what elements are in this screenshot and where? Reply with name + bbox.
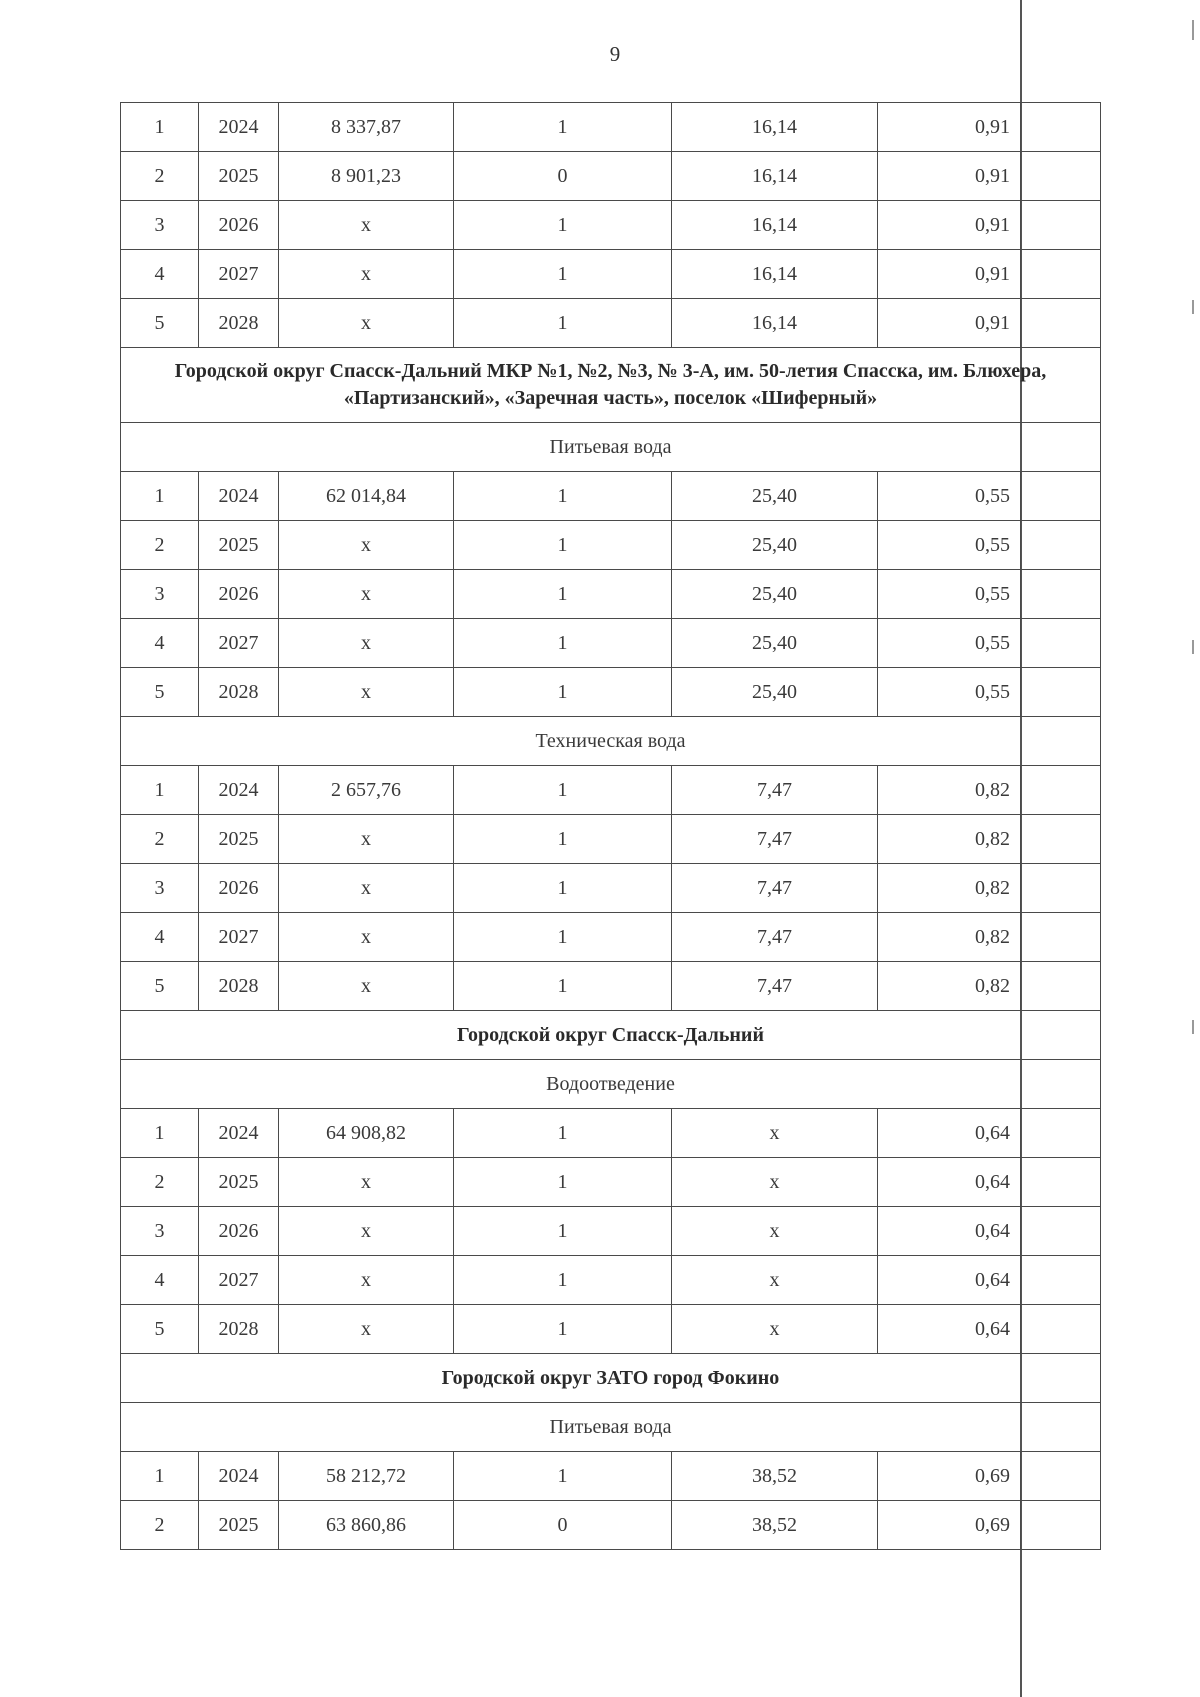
indicator-cell: 1 — [454, 1452, 672, 1501]
year-cell: 2024 — [199, 472, 279, 521]
empty-cell — [1021, 668, 1101, 717]
ratio-cell: 0,64 — [878, 1207, 1021, 1256]
empty-cell — [1021, 570, 1101, 619]
value-cell: 25,40 — [672, 570, 878, 619]
section-heading: Водоотведение — [121, 1060, 1101, 1109]
indicator-cell: 0 — [454, 152, 672, 201]
table-row — [121, 1207, 1101, 1256]
volume-cell: x — [279, 619, 454, 668]
empty-cell — [1021, 619, 1101, 668]
value-cell: 25,40 — [672, 521, 878, 570]
empty-cell — [1021, 1305, 1101, 1354]
row-number-cell: 1 — [121, 766, 199, 815]
section-heading: Питьевая вода — [121, 1403, 1101, 1452]
table-row — [121, 152, 1101, 201]
year-cell: 2027 — [199, 250, 279, 299]
volume-cell: x — [279, 521, 454, 570]
row-number-cell: 2 — [121, 1158, 199, 1207]
table-row — [121, 1305, 1101, 1354]
empty-cell — [1021, 299, 1101, 348]
table-row — [121, 472, 1101, 521]
ratio-cell: 0,91 — [878, 299, 1021, 348]
section-heading-row — [121, 1354, 1101, 1403]
ratio-cell: 0,82 — [878, 962, 1021, 1011]
year-cell: 2026 — [199, 570, 279, 619]
row-number-cell: 5 — [121, 668, 199, 717]
indicator-cell: 1 — [454, 250, 672, 299]
row-number-cell: 2 — [121, 815, 199, 864]
ratio-cell: 0,91 — [878, 250, 1021, 299]
value-cell: 7,47 — [672, 864, 878, 913]
row-number-cell: 3 — [121, 1207, 199, 1256]
edge-mark — [1192, 300, 1194, 314]
table-row — [121, 668, 1101, 717]
volume-cell: x — [279, 913, 454, 962]
volume-cell: 8 901,23 — [279, 152, 454, 201]
year-cell: 2025 — [199, 815, 279, 864]
indicator-cell: 1 — [454, 619, 672, 668]
value-cell: 25,40 — [672, 619, 878, 668]
section-heading: Питьевая вода — [121, 423, 1101, 472]
section-heading-row — [121, 1060, 1101, 1109]
volume-cell: x — [279, 1256, 454, 1305]
section-heading-row — [121, 348, 1101, 423]
empty-cell — [1021, 913, 1101, 962]
indicator-cell: 1 — [454, 103, 672, 152]
indicator-cell: 1 — [454, 521, 672, 570]
value-cell: 7,47 — [672, 815, 878, 864]
table-row — [121, 1158, 1101, 1207]
ratio-cell: 0,64 — [878, 1109, 1021, 1158]
empty-cell — [1021, 864, 1101, 913]
page-number: 9 — [609, 42, 621, 66]
empty-cell — [1021, 521, 1101, 570]
volume-cell: x — [279, 864, 454, 913]
year-cell: 2024 — [199, 1109, 279, 1158]
indicator-cell: 1 — [454, 299, 672, 348]
empty-cell — [1021, 1207, 1101, 1256]
volume-cell: x — [279, 299, 454, 348]
volume-cell: x — [279, 962, 454, 1011]
volume-cell: 8 337,87 — [279, 103, 454, 152]
empty-cell — [1021, 1158, 1101, 1207]
indicator-cell: 1 — [454, 815, 672, 864]
value-cell: 7,47 — [672, 962, 878, 1011]
value-cell: x — [672, 1158, 878, 1207]
row-number-cell: 2 — [121, 152, 199, 201]
table-row — [121, 1109, 1101, 1158]
table-body — [121, 103, 1101, 1550]
value-cell: x — [672, 1109, 878, 1158]
year-cell: 2024 — [199, 1452, 279, 1501]
ratio-cell: 0,55 — [878, 472, 1021, 521]
empty-cell — [1021, 815, 1101, 864]
volume-cell: 2 657,76 — [279, 766, 454, 815]
value-cell: 16,14 — [672, 103, 878, 152]
value-cell: x — [672, 1305, 878, 1354]
table-row — [121, 1452, 1101, 1501]
row-number-cell: 1 — [121, 103, 199, 152]
section-heading-row — [121, 717, 1101, 766]
section-heading-row — [121, 1403, 1101, 1452]
empty-cell — [1021, 152, 1101, 201]
volume-cell: x — [279, 1305, 454, 1354]
empty-cell — [1021, 250, 1101, 299]
indicator-cell: 1 — [454, 962, 672, 1011]
section-heading-row — [121, 1011, 1101, 1060]
year-cell: 2028 — [199, 668, 279, 717]
table-row — [121, 299, 1101, 348]
value-cell: 16,14 — [672, 299, 878, 348]
table-row — [121, 864, 1101, 913]
empty-cell — [1021, 1109, 1101, 1158]
table-row — [121, 103, 1101, 152]
indicator-cell: 1 — [454, 668, 672, 717]
volume-cell: x — [279, 815, 454, 864]
ratio-cell: 0,64 — [878, 1305, 1021, 1354]
year-cell: 2028 — [199, 1305, 279, 1354]
year-cell: 2027 — [199, 619, 279, 668]
indicator-cell: 1 — [454, 472, 672, 521]
ratio-cell: 0,64 — [878, 1256, 1021, 1305]
value-cell: 38,52 — [672, 1501, 878, 1550]
ratio-cell: 0,69 — [878, 1452, 1021, 1501]
ratio-cell: 0,55 — [878, 619, 1021, 668]
volume-cell: 62 014,84 — [279, 472, 454, 521]
section-heading: Городской округ Спасск-Дальний МКР №1, №2, №3, № 3-А, им. 50-летия Спасска, им. Блюхера, «Партизанский», «Заречная часть», поселок «Шиферный» — [121, 348, 1101, 423]
empty-cell — [1021, 1256, 1101, 1305]
ratio-cell: 0,91 — [878, 201, 1021, 250]
row-number-cell: 1 — [121, 1109, 199, 1158]
empty-cell — [1021, 1501, 1101, 1550]
indicator-cell: 1 — [454, 201, 672, 250]
table-row — [121, 250, 1101, 299]
year-cell: 2026 — [199, 1207, 279, 1256]
indicator-cell: 1 — [454, 1305, 672, 1354]
row-number-cell: 4 — [121, 619, 199, 668]
tariff-table — [120, 102, 1101, 1550]
year-cell: 2028 — [199, 962, 279, 1011]
indicator-cell: 1 — [454, 1158, 672, 1207]
empty-cell — [1021, 201, 1101, 250]
table-row — [121, 962, 1101, 1011]
volume-cell: x — [279, 250, 454, 299]
volume-cell: x — [279, 201, 454, 250]
ratio-cell: 0,55 — [878, 570, 1021, 619]
ratio-cell: 0,91 — [878, 152, 1021, 201]
table-row — [121, 815, 1101, 864]
year-cell: 2026 — [199, 201, 279, 250]
value-cell: 25,40 — [672, 668, 878, 717]
empty-cell — [1021, 472, 1101, 521]
year-cell: 2025 — [199, 521, 279, 570]
ratio-cell: 0,82 — [878, 913, 1021, 962]
value-cell: 16,14 — [672, 201, 878, 250]
table-row — [121, 201, 1101, 250]
edge-mark — [1192, 20, 1194, 40]
volume-cell: x — [279, 668, 454, 717]
row-number-cell: 2 — [121, 521, 199, 570]
empty-cell — [1021, 766, 1101, 815]
row-number-cell: 3 — [121, 201, 199, 250]
ratio-cell: 0,82 — [878, 815, 1021, 864]
row-number-cell: 3 — [121, 570, 199, 619]
volume-cell: 64 908,82 — [279, 1109, 454, 1158]
volume-cell: x — [279, 1158, 454, 1207]
table-row — [121, 766, 1101, 815]
value-cell: 16,14 — [672, 250, 878, 299]
volume-cell: x — [279, 1207, 454, 1256]
year-cell: 2028 — [199, 299, 279, 348]
section-heading: Техническая вода — [121, 717, 1101, 766]
value-cell: 25,40 — [672, 472, 878, 521]
volume-cell: x — [279, 570, 454, 619]
year-cell: 2024 — [199, 766, 279, 815]
ratio-cell: 0,55 — [878, 668, 1021, 717]
row-number-cell: 4 — [121, 913, 199, 962]
ratio-cell: 0,69 — [878, 1501, 1021, 1550]
section-heading: Городской округ ЗАТО город Фокино — [121, 1354, 1101, 1403]
table-row — [121, 521, 1101, 570]
empty-cell — [1021, 103, 1101, 152]
indicator-cell: 0 — [454, 1501, 672, 1550]
row-number-cell: 5 — [121, 299, 199, 348]
indicator-cell: 1 — [454, 1109, 672, 1158]
table-row — [121, 570, 1101, 619]
indicator-cell: 1 — [454, 913, 672, 962]
table-row — [121, 913, 1101, 962]
row-number-cell: 3 — [121, 864, 199, 913]
indicator-cell: 1 — [454, 1256, 672, 1305]
value-cell: x — [672, 1207, 878, 1256]
year-cell: 2027 — [199, 913, 279, 962]
indicator-cell: 1 — [454, 864, 672, 913]
year-cell: 2025 — [199, 152, 279, 201]
section-heading-row — [121, 423, 1101, 472]
ratio-cell: 0,55 — [878, 521, 1021, 570]
year-cell: 2025 — [199, 1501, 279, 1550]
value-cell: 7,47 — [672, 766, 878, 815]
volume-cell: 63 860,86 — [279, 1501, 454, 1550]
value-cell: 7,47 — [672, 913, 878, 962]
indicator-cell: 1 — [454, 570, 672, 619]
ratio-cell: 0,64 — [878, 1158, 1021, 1207]
year-cell: 2025 — [199, 1158, 279, 1207]
table-row — [121, 1501, 1101, 1550]
volume-cell: 58 212,72 — [279, 1452, 454, 1501]
row-number-cell: 5 — [121, 1305, 199, 1354]
edge-mark — [1192, 1020, 1194, 1034]
indicator-cell: 1 — [454, 1207, 672, 1256]
row-number-cell: 1 — [121, 1452, 199, 1501]
edge-mark — [1192, 640, 1194, 654]
row-number-cell: 5 — [121, 962, 199, 1011]
value-cell: 16,14 — [672, 152, 878, 201]
empty-cell — [1021, 1452, 1101, 1501]
year-cell: 2027 — [199, 1256, 279, 1305]
ratio-cell: 0,91 — [878, 103, 1021, 152]
section-heading: Городской округ Спасск-Дальний — [121, 1011, 1101, 1060]
table-row — [121, 1256, 1101, 1305]
year-cell: 2026 — [199, 864, 279, 913]
value-cell: x — [672, 1256, 878, 1305]
ratio-cell: 0,82 — [878, 864, 1021, 913]
table-row — [121, 619, 1101, 668]
row-number-cell: 4 — [121, 1256, 199, 1305]
indicator-cell: 1 — [454, 766, 672, 815]
empty-cell — [1021, 962, 1101, 1011]
year-cell: 2024 — [199, 103, 279, 152]
ratio-cell: 0,82 — [878, 766, 1021, 815]
value-cell: 38,52 — [672, 1452, 878, 1501]
row-number-cell: 2 — [121, 1501, 199, 1550]
row-number-cell: 4 — [121, 250, 199, 299]
row-number-cell: 1 — [121, 472, 199, 521]
